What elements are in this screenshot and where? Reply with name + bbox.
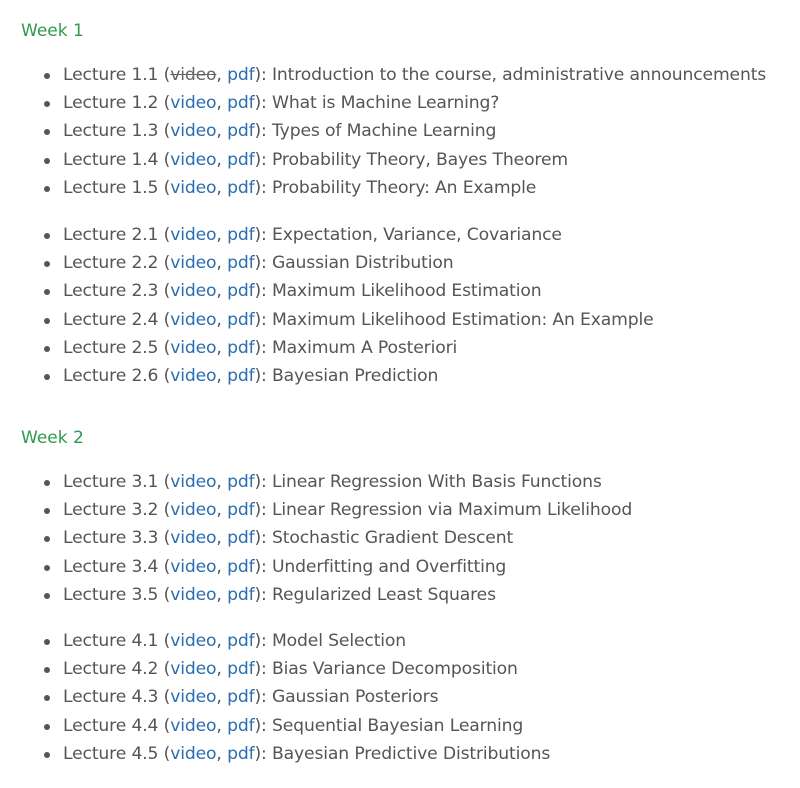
punctuation: , — [216, 472, 228, 492]
lecture-label: Lecture 1.3 — [63, 121, 159, 142]
pdf-link[interactable]: pdf — [227, 149, 255, 170]
bullet-icon — [44, 667, 50, 673]
punctuation: ): — [254, 149, 272, 170]
pdf-link[interactable]: pdf — [227, 528, 255, 549]
punctuation: ( — [158, 472, 171, 492]
pdf-link[interactable]: pdf — [227, 659, 255, 680]
lecture-label: Lecture 3.4 — [63, 556, 159, 577]
video-link[interactable]: video — [170, 556, 217, 577]
week-2-group-1 — [0, 468, 800, 609]
lecture-label: Lecture 2.3 — [63, 281, 159, 302]
lecture-label: Lecture 1.5 — [63, 177, 159, 198]
punctuation: , — [216, 631, 228, 651]
pdf-link[interactable]: pdf — [227, 743, 255, 764]
lecture-label: Lecture 2.6 — [63, 365, 159, 386]
punctuation: ): — [254, 65, 272, 85]
lecture-title: Gaussian Distribution — [272, 253, 454, 274]
bullet-icon — [44, 73, 50, 79]
video-link[interactable]: video — [170, 659, 217, 680]
pdf-link[interactable]: pdf — [227, 65, 255, 85]
pdf-link[interactable]: pdf — [227, 177, 255, 198]
pdf-link[interactable]: pdf — [227, 225, 255, 245]
week-1-heading: Week 1 — [21, 21, 84, 41]
lecture-item — [0, 61, 800, 89]
punctuation: , — [216, 121, 228, 142]
punctuation: ): — [254, 337, 272, 358]
bullet-icon — [44, 480, 50, 486]
pdf-link[interactable]: pdf — [227, 556, 255, 577]
punctuation: ): — [254, 528, 272, 549]
punctuation: ): — [254, 743, 272, 764]
punctuation: , — [216, 65, 228, 85]
lecture-title: Sequential Bayesian Learning — [272, 715, 524, 736]
bullet-icon — [44, 129, 50, 135]
video-link[interactable]: video — [170, 631, 217, 651]
lecture-label: Lecture 3.2 — [63, 500, 159, 521]
punctuation: ): — [254, 281, 272, 302]
punctuation: ( — [158, 631, 171, 651]
lecture-item — [0, 146, 800, 174]
punctuation: , — [216, 715, 228, 736]
punctuation: ): — [254, 584, 272, 605]
video-link[interactable]: video — [170, 309, 217, 330]
punctuation: ( — [158, 149, 171, 170]
punctuation: , — [216, 281, 228, 302]
bullet-icon — [44, 695, 50, 701]
punctuation: , — [216, 149, 228, 170]
lecture-item — [0, 740, 800, 768]
punctuation: ): — [254, 253, 272, 274]
punctuation: ( — [158, 225, 171, 245]
pdf-link[interactable]: pdf — [227, 500, 255, 521]
punctuation: ( — [158, 659, 171, 680]
pdf-link[interactable]: pdf — [227, 687, 255, 708]
pdf-link[interactable]: pdf — [227, 715, 255, 736]
lecture-label: Lecture 3.1 — [63, 472, 159, 492]
week-2-heading: Week 2 — [21, 428, 84, 448]
punctuation: ): — [254, 687, 272, 708]
lecture-item — [0, 496, 800, 524]
bullet-icon — [44, 289, 50, 295]
bullet-icon — [44, 261, 50, 267]
lecture-label: Lecture 3.5 — [63, 584, 159, 605]
lecture-title: What is Machine Learning? — [272, 93, 500, 114]
video-link[interactable]: video — [170, 253, 217, 274]
lecture-item — [0, 334, 800, 362]
bullet-icon — [44, 508, 50, 514]
video-link[interactable]: video — [170, 687, 217, 708]
punctuation: ): — [254, 93, 272, 114]
lecture-title: Probability Theory, Bayes Theorem — [272, 149, 568, 170]
bullet-icon — [44, 374, 50, 380]
lecture-title: Bias Variance Decomposition — [272, 659, 518, 680]
punctuation: ( — [158, 528, 171, 549]
lecture-item — [0, 581, 800, 609]
video-link[interactable]: video — [170, 225, 217, 245]
lecture-title: Linear Regression via Maximum Likelihood — [272, 500, 633, 521]
pdf-link[interactable]: pdf — [227, 584, 255, 605]
pdf-link[interactable]: pdf — [227, 365, 255, 386]
punctuation: ): — [254, 309, 272, 330]
lecture-item — [0, 655, 800, 683]
video-link[interactable]: video — [170, 472, 217, 492]
video-link[interactable]: video — [170, 715, 217, 736]
punctuation: ( — [158, 65, 171, 85]
punctuation: ( — [158, 253, 171, 274]
punctuation: , — [216, 500, 228, 521]
punctuation: , — [216, 337, 228, 358]
lecture-item — [0, 683, 800, 711]
punctuation: ( — [158, 715, 171, 736]
punctuation: ( — [158, 365, 171, 386]
punctuation: ( — [158, 584, 171, 605]
bullet-icon — [44, 158, 50, 164]
lecture-label: Lecture 3.3 — [63, 528, 159, 549]
lecture-item — [0, 249, 800, 277]
punctuation: ( — [158, 337, 171, 358]
bullet-icon — [44, 724, 50, 730]
pdf-link[interactable]: pdf — [227, 281, 255, 302]
lecture-item — [0, 174, 800, 202]
lecture-label: Lecture 1.4 — [63, 149, 159, 170]
punctuation: , — [216, 365, 228, 386]
week-1-group-2 — [0, 221, 800, 390]
punctuation: ): — [254, 121, 272, 142]
lecture-item — [0, 221, 800, 249]
video-link[interactable]: video — [170, 65, 217, 85]
punctuation: , — [216, 309, 228, 330]
punctuation: ( — [158, 177, 171, 198]
video-link[interactable]: video — [170, 177, 217, 198]
bullet-icon — [44, 593, 50, 599]
bullet-icon — [44, 186, 50, 192]
punctuation: , — [216, 584, 228, 605]
week-2-group-2 — [0, 627, 800, 768]
punctuation: ): — [254, 177, 272, 198]
lecture-label: Lecture 4.3 — [63, 687, 159, 708]
video-link[interactable]: video — [170, 93, 217, 114]
lecture-title: Types of Machine Learning — [272, 121, 497, 142]
punctuation: ( — [158, 743, 171, 764]
lecture-title: Gaussian Posteriors — [272, 687, 439, 708]
pdf-link[interactable]: pdf — [227, 93, 255, 114]
lecture-item — [0, 712, 800, 740]
punctuation: ( — [158, 500, 171, 521]
lecture-item — [0, 306, 800, 334]
punctuation: ( — [158, 556, 171, 577]
lecture-item — [0, 89, 800, 117]
video-link[interactable]: video — [170, 365, 217, 386]
punctuation: , — [216, 177, 228, 198]
punctuation: ): — [254, 365, 272, 386]
lecture-item — [0, 553, 800, 581]
video-link[interactable]: video — [170, 337, 217, 358]
lecture-label: Lecture 2.1 — [63, 225, 159, 245]
lecture-label: Lecture 2.2 — [63, 253, 159, 274]
punctuation: ): — [254, 225, 272, 245]
punctuation: , — [216, 528, 228, 549]
lecture-title: Stochastic Gradient Descent — [272, 528, 514, 549]
punctuation: ): — [254, 715, 272, 736]
lecture-item — [0, 117, 800, 145]
video-link[interactable]: video — [170, 500, 217, 521]
punctuation: ): — [254, 659, 272, 680]
bullet-icon — [44, 639, 50, 645]
lecture-title: Maximum A Posteriori — [272, 337, 458, 358]
punctuation: ): — [254, 556, 272, 577]
bullet-icon — [44, 318, 50, 324]
punctuation: ( — [158, 309, 171, 330]
lecture-label: Lecture 2.4 — [63, 309, 159, 330]
punctuation: , — [216, 225, 228, 245]
bullet-icon — [44, 101, 50, 107]
bullet-icon — [44, 565, 50, 571]
week-1-group-1 — [0, 61, 800, 202]
lecture-item — [0, 627, 800, 655]
punctuation: , — [216, 556, 228, 577]
punctuation: , — [216, 253, 228, 274]
lecture-label: Lecture 4.1 — [63, 631, 159, 651]
bullet-icon — [44, 233, 50, 239]
punctuation: , — [216, 93, 228, 114]
video-link[interactable]: video — [170, 149, 217, 170]
lecture-title: Bayesian Prediction — [272, 365, 439, 386]
lecture-item — [0, 524, 800, 552]
pdf-link[interactable]: pdf — [227, 631, 255, 651]
lecture-item — [0, 468, 800, 496]
lecture-label: Lecture 4.4 — [63, 715, 159, 736]
lecture-title: Maximum Likelihood Estimation — [272, 281, 542, 302]
lecture-item — [0, 362, 800, 390]
video-link[interactable]: video — [170, 281, 217, 302]
punctuation: ): — [254, 500, 272, 521]
lecture-title: Probability Theory: An Example — [272, 177, 537, 198]
lecture-title: Bayesian Predictive Distributions — [272, 743, 551, 764]
punctuation: ): — [254, 472, 272, 492]
punctuation: , — [216, 687, 228, 708]
pdf-link[interactable]: pdf — [227, 121, 255, 142]
lecture-title: Introduction to the course, administrative announcements — [272, 65, 767, 85]
pdf-link[interactable]: pdf — [227, 309, 255, 330]
video-link[interactable]: video — [170, 584, 217, 605]
pdf-link[interactable]: pdf — [227, 337, 255, 358]
lecture-label: Lecture 2.5 — [63, 337, 159, 358]
punctuation: ( — [158, 687, 171, 708]
punctuation: ( — [158, 121, 171, 142]
lecture-title: Regularized Least Squares — [272, 584, 496, 605]
video-link[interactable]: video — [170, 528, 217, 549]
punctuation: ): — [254, 631, 272, 651]
lecture-label: Lecture 1.1 — [63, 65, 159, 85]
punctuation: , — [216, 743, 228, 764]
lecture-title: Expectation, Variance, Covariance — [272, 225, 562, 245]
lecture-label: Lecture 4.5 — [63, 743, 159, 764]
bullet-icon — [44, 752, 50, 758]
lecture-item — [0, 277, 800, 305]
punctuation: , — [216, 659, 228, 680]
lecture-title: Underfitting and Overfitting — [272, 556, 507, 577]
pdf-link[interactable]: pdf — [227, 472, 255, 492]
punctuation: ( — [158, 93, 171, 114]
pdf-link[interactable]: pdf — [227, 253, 255, 274]
lecture-title: Maximum Likelihood Estimation: An Example — [272, 309, 654, 330]
video-link[interactable]: video — [170, 121, 217, 142]
lecture-label: Lecture 4.2 — [63, 659, 159, 680]
lecture-title: Model Selection — [272, 631, 407, 651]
bullet-icon — [44, 346, 50, 352]
video-link[interactable]: video — [170, 743, 217, 764]
bullet-icon — [44, 536, 50, 542]
punctuation: ( — [158, 281, 171, 302]
lecture-label: Lecture 1.2 — [63, 93, 159, 114]
lecture-title: Linear Regression With Basis Functions — [272, 472, 602, 492]
